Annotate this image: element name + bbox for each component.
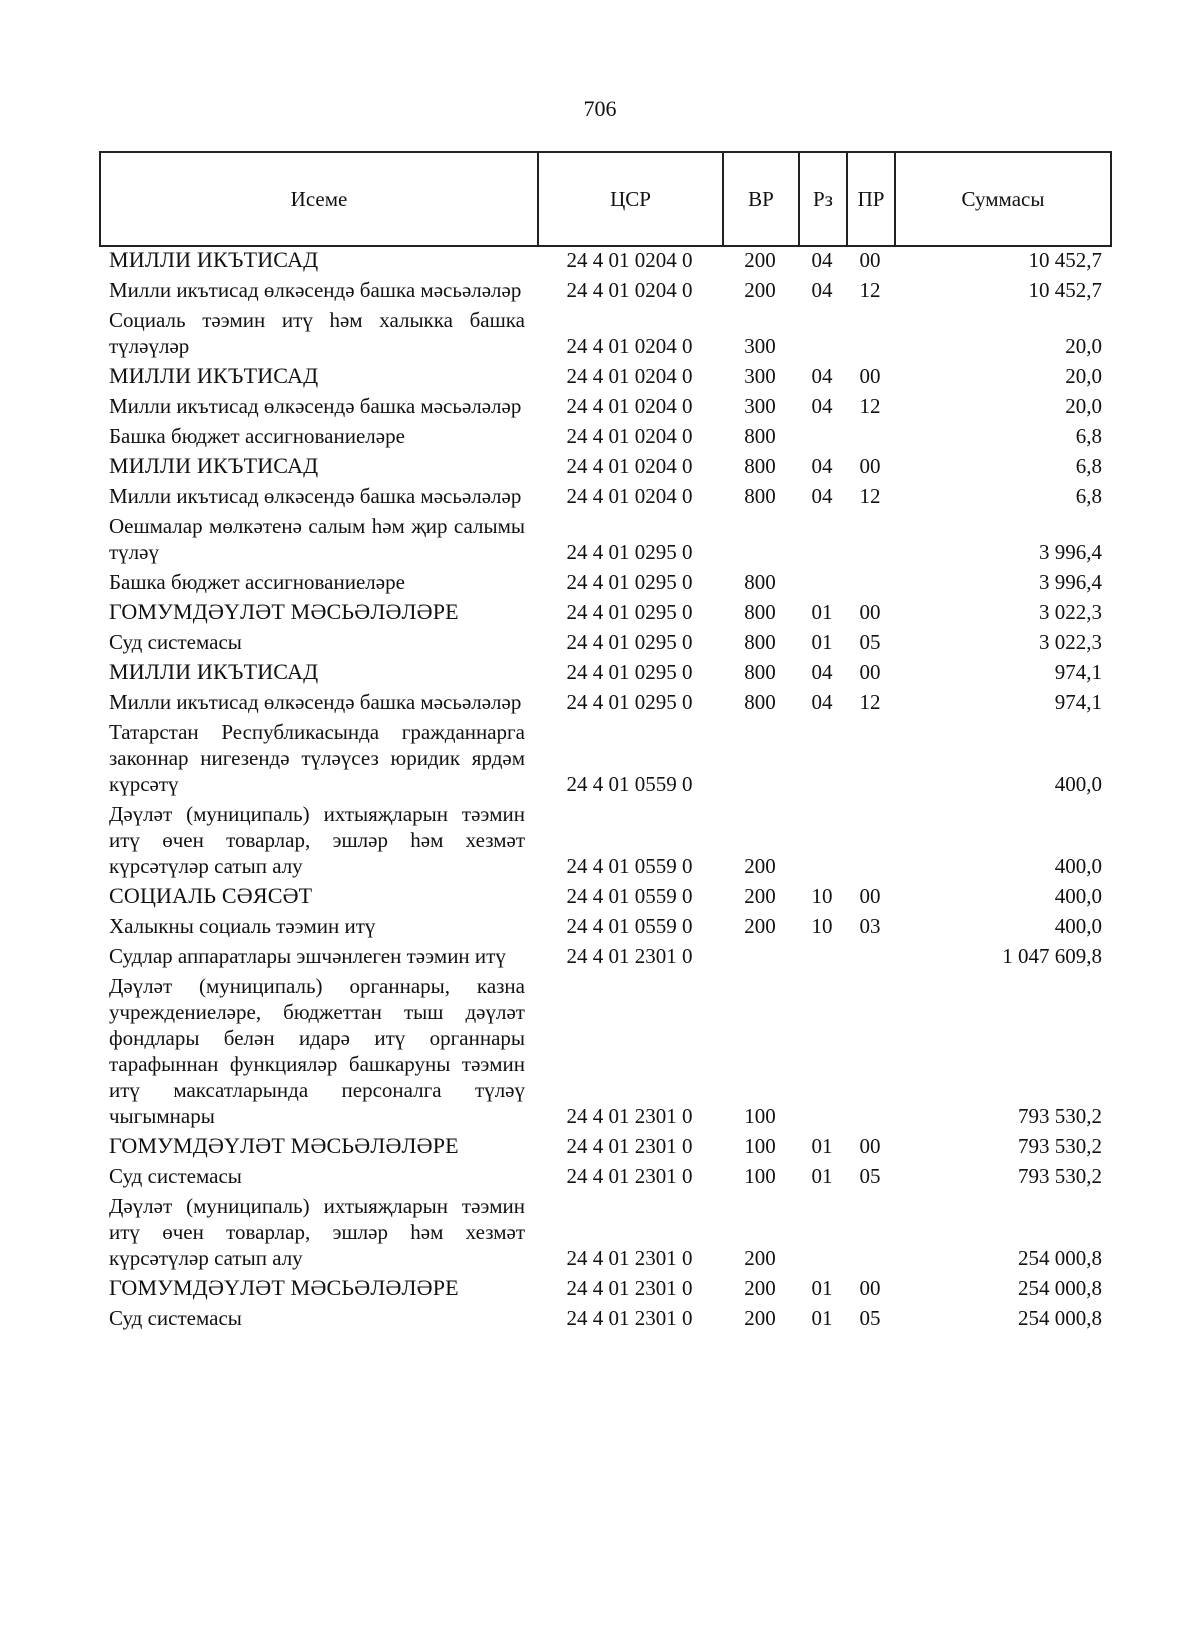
cell-vr: 100 [744,1104,776,1128]
cell-vr: 200 [744,1306,776,1330]
cell-csr: 24 4 01 0295 0 [566,600,693,624]
cell-name: Судлар аппаратлары эшчәнлеген тәэмин итү [109,944,506,968]
cell-rz: 01 [811,630,833,654]
cell-pr [846,799,894,881]
cell-sum: 20,0 [1065,394,1102,418]
table-row [99,717,1110,799]
cell-vr: 800 [744,484,776,508]
cell-rz: 01 [811,1134,833,1158]
column-header-csr: ЦСР [538,152,723,246]
cell-sum: 1 047 609,8 [1002,944,1102,968]
cell-name: Башка бюджет ассигнованиеләре [109,570,405,594]
cell-vr: 200 [744,914,776,938]
cell-vr: 200 [744,1246,776,1270]
cell-pr: 03 [859,914,881,938]
cell-name: Татарстан Республикасында гражданнарга законнар нигезендә түләүсез юридик ярдәм күрсәтү [109,720,525,796]
cell-rz [798,717,846,799]
cell-sum: 974,1 [1054,660,1102,684]
table-row [99,245,1110,275]
table-row [99,657,1110,687]
cell-rz [798,941,846,971]
cell-name: Суд системасы [109,630,242,654]
cell-vr [722,511,798,567]
cell-csr: 24 4 01 2301 0 [566,1164,693,1188]
table-row [99,481,1110,511]
cell-csr: 24 4 01 0559 0 [566,854,693,878]
table-row [99,361,1110,391]
table-row [99,627,1110,657]
table-row [99,1161,1110,1191]
cell-pr: 00 [859,1276,881,1300]
cell-rz [798,1191,846,1273]
cell-csr: 24 4 01 0204 0 [566,278,693,302]
cell-pr: 00 [859,660,881,684]
table-header [99,151,1112,247]
cell-name: Милли икътисад өлкәсендә башка мәсьәләләр [109,690,522,714]
cell-sum: 6,8 [1075,454,1102,478]
table-row [99,597,1110,627]
cell-pr [846,941,894,971]
cell-rz [798,567,846,597]
cell-sum: 793 530,2 [1018,1164,1102,1188]
cell-pr [846,1191,894,1273]
table-row [99,511,1110,567]
cell-name: Дәүләт (муниципаль) ихтыяҗларын тәэмин итү өчен товарлар, эшләр һәм хезмәт күрсәтүләр сатып алу [109,1194,525,1270]
cell-sum: 400,0 [1054,772,1102,796]
cell-csr: 24 4 01 0204 0 [566,364,693,388]
cell-sum: 254 000,8 [1018,1306,1102,1330]
cell-pr: 05 [859,630,881,654]
cell-csr: 24 4 01 0559 0 [566,914,693,938]
cell-sum: 400,0 [1054,854,1102,878]
cell-sum: 400,0 [1054,914,1102,938]
cell-sum: 6,8 [1075,424,1102,448]
cell-rz: 04 [811,394,833,418]
cell-name: МИЛЛИ ИКЪТИСАД [109,453,319,478]
cell-rz: 04 [811,364,833,388]
table-row [99,881,1110,911]
cell-csr: 24 4 01 0295 0 [566,690,693,714]
budget-table [99,245,1110,1333]
cell-vr: 300 [744,364,776,388]
table-row [99,421,1110,451]
page-number: 706 [583,96,617,121]
cell-rz: 04 [811,454,833,478]
cell-csr: 24 4 01 2301 0 [566,1246,693,1270]
cell-csr: 24 4 01 0204 0 [566,454,693,478]
cell-sum: 793 530,2 [1018,1104,1102,1128]
cell-sum: 3 996,4 [1039,570,1102,594]
cell-sum: 793 530,2 [1018,1134,1102,1158]
cell-csr: 24 4 01 0559 0 [566,884,693,908]
column-header-rz: Рз [799,152,847,246]
cell-rz [798,799,846,881]
cell-pr: 12 [859,690,881,714]
cell-vr: 200 [744,854,776,878]
cell-rz [798,421,846,451]
cell-pr: 00 [859,454,881,478]
cell-pr: 00 [859,1134,881,1158]
cell-name: МИЛЛИ ИКЪТИСАД [109,659,319,684]
cell-sum: 20,0 [1065,334,1102,358]
cell-pr [846,971,894,1131]
column-header-sum: Суммасы [895,152,1111,246]
cell-name: МИЛЛИ ИКЪТИСАД [109,247,319,272]
cell-csr: 24 4 01 0295 0 [566,660,693,684]
table-row [99,941,1110,971]
cell-vr: 800 [744,660,776,684]
cell-pr: 12 [859,484,881,508]
cell-name: Милли икътисад өлкәсендә башка мәсьәләләр [109,394,522,418]
cell-vr: 300 [744,334,776,358]
cell-pr: 00 [859,248,881,272]
column-header-pr: ПР [847,152,895,246]
cell-pr: 05 [859,1164,881,1188]
cell-rz: 01 [811,1306,833,1330]
cell-rz: 01 [811,600,833,624]
cell-pr [846,511,894,567]
table-row [99,687,1110,717]
cell-name: Дәүләт (муниципаль) ихтыяҗларын тәэмин итү өчен товарлар, эшләр һәм хезмәт күрсәтүләр сатып алу [109,802,525,878]
cell-name: ГОМУМДӘҮЛӘТ МӘСЬӘЛӘЛӘРЕ [109,1275,459,1300]
cell-vr: 200 [744,1276,776,1300]
cell-sum: 20,0 [1065,364,1102,388]
table-row [99,1303,1110,1333]
cell-name: Оешмалар мөлкәтенә салым һәм җир салымы түләү [109,514,525,564]
cell-vr: 800 [744,424,776,448]
cell-name: Суд системасы [109,1306,242,1330]
cell-name: МИЛЛИ ИКЪТИСАД [109,363,319,388]
cell-rz [798,511,846,567]
cell-csr: 24 4 01 0204 0 [566,394,693,418]
cell-vr: 200 [744,248,776,272]
cell-pr [846,305,894,361]
table-row [99,799,1110,881]
cell-name: Социаль тәэмин итү һәм халыкка башка түләүләр [109,308,525,358]
cell-csr: 24 4 01 0204 0 [566,248,693,272]
cell-pr: 05 [859,1306,881,1330]
cell-sum: 400,0 [1054,884,1102,908]
cell-sum: 254 000,8 [1018,1246,1102,1270]
cell-sum: 974,1 [1054,690,1102,714]
cell-rz: 04 [811,484,833,508]
cell-rz: 04 [811,248,833,272]
cell-csr: 24 4 01 2301 0 [566,1134,693,1158]
table-row [99,567,1110,597]
cell-csr: 24 4 01 2301 0 [566,1276,693,1300]
cell-pr [846,421,894,451]
table-row [99,1131,1110,1161]
cell-name: Башка бюджет ассигнованиеләре [109,424,405,448]
cell-pr [846,567,894,597]
cell-csr: 24 4 01 0204 0 [566,334,693,358]
cell-name: СОЦИАЛЬ СӘЯСӘТ [109,883,313,908]
cell-sum: 254 000,8 [1018,1276,1102,1300]
cell-name: Дәүләт (муниципаль) органнары, казна учреждениеләре, бюджеттан тыш дәүләт фондлары белән идарә итү органнары тарафыннан функцияләр башкаруны тәэмин итү максатларында персоналга түләү чыгымнары [109,974,525,1128]
cell-name: Суд системасы [109,1164,242,1188]
cell-csr: 24 4 01 0204 0 [566,484,693,508]
cell-name: Халыкны социаль тәэмин итү [109,914,376,938]
cell-vr: 100 [744,1134,776,1158]
table-row [99,451,1110,481]
cell-rz: 04 [811,660,833,684]
cell-csr: 24 4 01 0559 0 [566,772,693,796]
cell-vr: 200 [744,884,776,908]
cell-vr: 100 [744,1164,776,1188]
cell-pr: 00 [859,600,881,624]
cell-name: ГОМУМДӘҮЛӘТ МӘСЬӘЛӘЛӘРЕ [109,1133,459,1158]
cell-rz [798,971,846,1131]
cell-pr: 00 [859,884,881,908]
cell-vr: 300 [744,394,776,418]
cell-rz: 10 [811,914,833,938]
cell-vr [722,941,798,971]
table-row [99,1273,1110,1303]
column-header-name: Исеме [100,152,538,246]
cell-csr: 24 4 01 0295 0 [566,630,693,654]
cell-sum: 10 452,7 [1028,248,1102,272]
cell-vr: 800 [744,630,776,654]
cell-sum: 3 996,4 [1039,540,1102,564]
cell-vr: 800 [744,570,776,594]
table-row [99,305,1110,361]
cell-vr: 800 [744,690,776,714]
cell-rz: 01 [811,1276,833,1300]
cell-csr: 24 4 01 0204 0 [566,424,693,448]
cell-vr: 800 [744,454,776,478]
cell-csr: 24 4 01 2301 0 [566,944,693,968]
cell-csr: 24 4 01 0295 0 [566,540,693,564]
cell-sum: 3 022,3 [1039,630,1102,654]
cell-name: Милли икътисад өлкәсендә башка мәсьәләләр [109,484,522,508]
cell-pr: 12 [859,278,881,302]
table-row [99,275,1110,305]
cell-csr: 24 4 01 2301 0 [566,1104,693,1128]
table-row [99,911,1110,941]
cell-csr: 24 4 01 2301 0 [566,1306,693,1330]
cell-vr: 200 [744,278,776,302]
cell-sum: 6,8 [1075,484,1102,508]
cell-sum: 3 022,3 [1039,600,1102,624]
table-row [99,1191,1110,1273]
cell-name: Милли икътисад өлкәсендә башка мәсьәләләр [109,278,522,302]
cell-sum: 10 452,7 [1028,278,1102,302]
cell-pr: 12 [859,394,881,418]
cell-rz: 01 [811,1164,833,1188]
cell-vr: 800 [744,600,776,624]
table-row [99,391,1110,421]
cell-rz: 10 [811,884,833,908]
cell-rz: 04 [811,278,833,302]
cell-name: ГОМУМДӘҮЛӘТ МӘСЬӘЛӘЛӘРЕ [109,599,459,624]
cell-csr: 24 4 01 0295 0 [566,570,693,594]
cell-vr [722,717,798,799]
table-row [99,971,1110,1131]
cell-pr [846,717,894,799]
cell-rz: 04 [811,690,833,714]
column-header-vr: ВР [723,152,799,246]
cell-pr: 00 [859,364,881,388]
cell-rz [798,305,846,361]
